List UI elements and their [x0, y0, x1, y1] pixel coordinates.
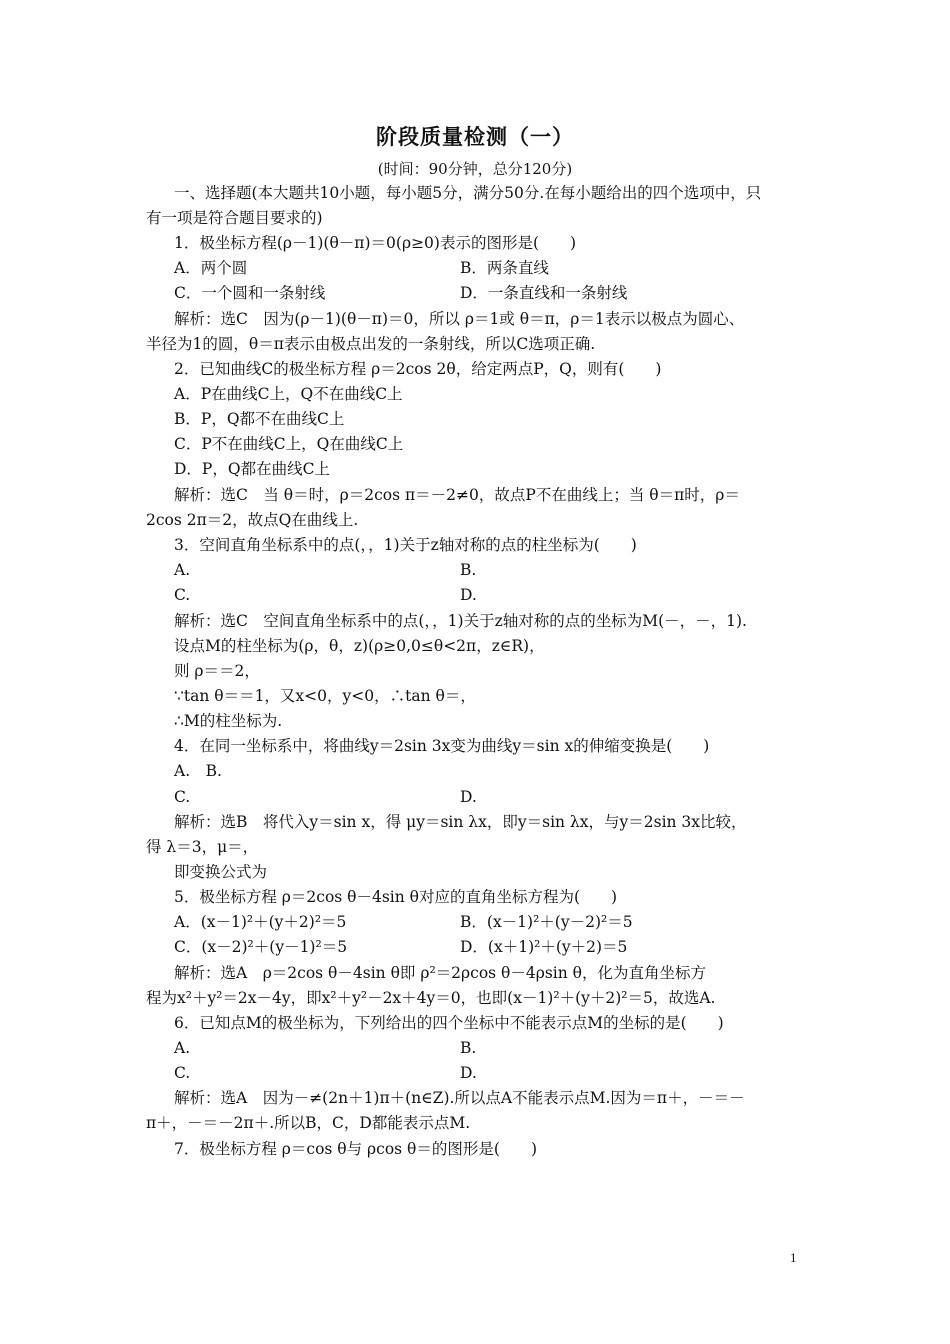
- question-2-option-c: C．P不在曲线C上，Q在曲线C上: [174, 435, 404, 453]
- question-5-stem: 5．极坐标方程 ρ＝2cos θ－4sin θ对应的直角坐标方程为( ): [174, 888, 618, 906]
- question-3-analysis-line-2: 设点M的柱坐标为(ρ，θ，z)(ρ≥0,0≤θ<2π，z∈R)，: [174, 637, 545, 655]
- question-3-option-c: C.: [174, 586, 191, 604]
- question-1-analysis-line-1: 解析：选C 因为(ρ－1)(θ－π)＝0，所以 ρ＝1或 θ＝π，ρ＝1表示以极点为圆心、: [174, 310, 745, 328]
- question-2-option-b: B．P，Q都不在曲线C上: [174, 410, 345, 428]
- question-4-options-ab: A. B.: [174, 762, 222, 780]
- exam-time-info: (时间：90分钟，总分120分): [377, 160, 573, 178]
- question-3-analysis-line-1: 解析：选C 空间直角坐标系中的点(，，1)关于z轴对称的点的坐标为M(－，－，1).: [174, 612, 747, 630]
- question-1-analysis-line-2: 半径为1的圆，θ＝π表示由极点出发的一条射线，所以C选项正确.: [146, 335, 596, 353]
- question-6-option-b: B.: [460, 1039, 477, 1057]
- question-3-analysis-line-3: 则 ρ＝＝2，: [174, 662, 260, 680]
- question-3-stem: 3．空间直角坐标系中的点(，，1)关于z轴对称的点的柱坐标为( ): [174, 536, 637, 554]
- question-5-option-c: C．(x－2)²＋(y－1)²＝5: [174, 938, 348, 956]
- question-3-option-d: D.: [460, 586, 477, 604]
- question-1-option-a: A．两个圆: [174, 259, 248, 277]
- question-4-analysis-line-1: 解析：选B 将代入y＝sin x，得 μy＝sin λx，即y＝sin λx，与y＝2sin 3x比较，: [174, 813, 747, 831]
- question-4-option-c: C.: [174, 788, 191, 806]
- question-5-analysis-line-1: 解析：选A ρ＝2cos θ－4sin θ即 ρ²＝2ρcos θ－4ρsin θ，化为直角坐标方: [174, 964, 706, 982]
- question-1-option-b: B．两条直线: [460, 259, 549, 277]
- question-7-stem: 7．极坐标方程 ρ＝cos θ与 ρcos θ＝的图形是( ): [174, 1140, 537, 1158]
- page-number: 1: [790, 1250, 797, 1265]
- question-1-option-d: D．一条直线和一条射线: [460, 284, 628, 302]
- question-6-analysis-line-1: 解析：选A 因为－≠(2n＋1)π＋(n∈Z).所以点A不能表示点M.因为＝π＋，－＝－: [174, 1089, 745, 1107]
- question-2-option-d: D．P，Q都在曲线C上: [174, 460, 330, 478]
- question-4-analysis-line-2: 得 λ＝3，μ＝，: [146, 838, 259, 856]
- page-title: 阶段质量检测（一）: [376, 125, 574, 149]
- section-intro-line-1: 一、选择题(本大题共10小题，每小题5分，满分50分.在每小题给出的四个选项中，只: [174, 184, 762, 202]
- question-3-analysis-line-5: ∴M的柱坐标为.: [174, 712, 283, 730]
- question-5-option-b: B．(x－1)²＋(y－2)²＝5: [460, 913, 633, 931]
- question-2-analysis-line-2: 2cos 2π＝2，故点Q在曲线上.: [146, 511, 359, 529]
- question-6-stem: 6．已知点M的极坐标为，下列给出的四个坐标中不能表示点M的坐标的是( ): [174, 1014, 724, 1032]
- question-2-analysis-line-1: 解析：选C 当 θ＝时，ρ＝2cos π＝－2≠0，故点P不在曲线上；当 θ＝π时，ρ＝: [174, 486, 740, 504]
- question-5-option-a: A．(x－1)²＋(y＋2)²＝5: [174, 913, 347, 931]
- question-5-analysis-line-2: 程为x²＋y²＝2x－4y，即x²＋y²－2x＋4y＝0，也即(x－1)²＋(y＋2)²＝5，故选A.: [146, 989, 716, 1007]
- question-4-option-d: D.: [460, 788, 477, 806]
- question-6-option-a: A.: [174, 1039, 191, 1057]
- section-intro-line-2: 有一项是符合题目要求的): [146, 209, 323, 227]
- question-3-option-a: A.: [174, 561, 191, 579]
- question-1-stem: 1．极坐标方程(ρ－1)(θ－π)＝0(ρ≥0)表示的图形是( ): [174, 234, 577, 252]
- question-6-option-c: C.: [174, 1064, 191, 1082]
- question-2-option-a: A．P在曲线C上，Q不在曲线C上: [174, 385, 403, 403]
- question-3-analysis-line-4: ∵tan θ＝＝1，又x<0，y<0，∴tan θ＝，: [174, 687, 476, 705]
- question-4-analysis-line-3: 即变换公式为: [174, 863, 268, 881]
- question-5-option-d: D．(x＋1)²＋(y＋2)＝5: [460, 938, 628, 956]
- question-6-option-d: D.: [460, 1064, 477, 1082]
- question-1-option-c: C．一个圆和一条射线: [174, 284, 326, 302]
- question-6-analysis-line-2: π＋，－＝－2π＋.所以B，C，D都能表示点M.: [146, 1114, 471, 1132]
- question-2-stem: 2．已知曲线C的极坐标方程 ρ＝2cos 2θ，给定两点P，Q，则有( ): [174, 360, 662, 378]
- question-3-option-b: B.: [460, 561, 477, 579]
- question-4-stem: 4．在同一坐标系中，将曲线y＝2sin 3x变为曲线y＝sin x的伸缩变换是( ): [174, 737, 710, 755]
